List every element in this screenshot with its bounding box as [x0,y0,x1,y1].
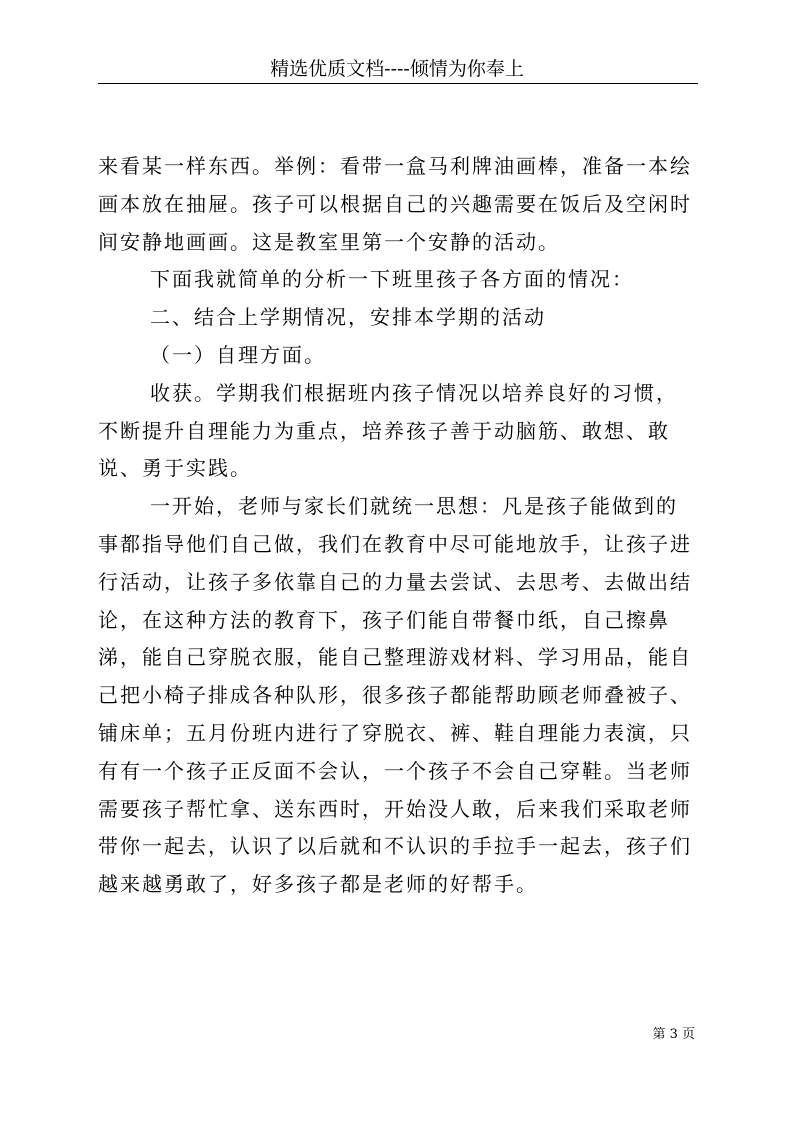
subsection-heading-1: （一）自理方面。 [150,342,326,367]
paragraph-intro-analysis: 下面我就简单的分析一下班里孩子各方面的情况： [150,267,634,292]
document-body [98,148,698,904]
paragraph-harvest: 收获。学期我们根据班内孩子情况以培养良好的习惯，不断提升自理能力为重点，培养孩子善于动脑筋、敢想、敢说、勇于实践。 [98,380,678,481]
section-heading-2: 二、结合上学期情况，安排本学期的活动 [150,305,546,330]
header-divider [98,83,698,84]
page-number: 第 3 页 [652,1027,695,1042]
page-header-title: 精选优质文档----倾情为你奉上 [270,58,524,80]
paragraph-continuation: 来看某一样东西。举例：看带一盒马利牌油画棒，准备一本绘画本放在抽屉。孩子可以根据自己的兴趣需要在饭后及空闲时间安静地画画。这是教室里第一个安静的活动。 [98,154,692,254]
paragraph-self-care: 一开始，老师与家长们就统一思想：凡是孩子能做到的事都指导他们自己做，我们在教育中尽可能地放手，让孩子进行活动，让孩子多依靠自己的力量去尝试、去思考、去做出结论，在这种方法的教育下，孩子们能自带餐巾纸，自己擦鼻涕，能自己穿脱衣服，能自己整理游戏材料、学习用品，能自己把小椅子排成各种队形，很多孩子都能帮助顾老师叠被子、铺床单；五月份班内进行了穿脱衣、裤、鞋自理能力表演，只有有一个孩子正反面不会认，一个孩子不会自己穿鞋。当老师需要孩子帮忙拿、送东西时，开始没人敢，后来我们采取老师带你一起去，认识了以后就和不认识的手拉手一起去，孩子们越来越勇敢了，好多孩子都是老师的好帮手。 [98,494,692,897]
